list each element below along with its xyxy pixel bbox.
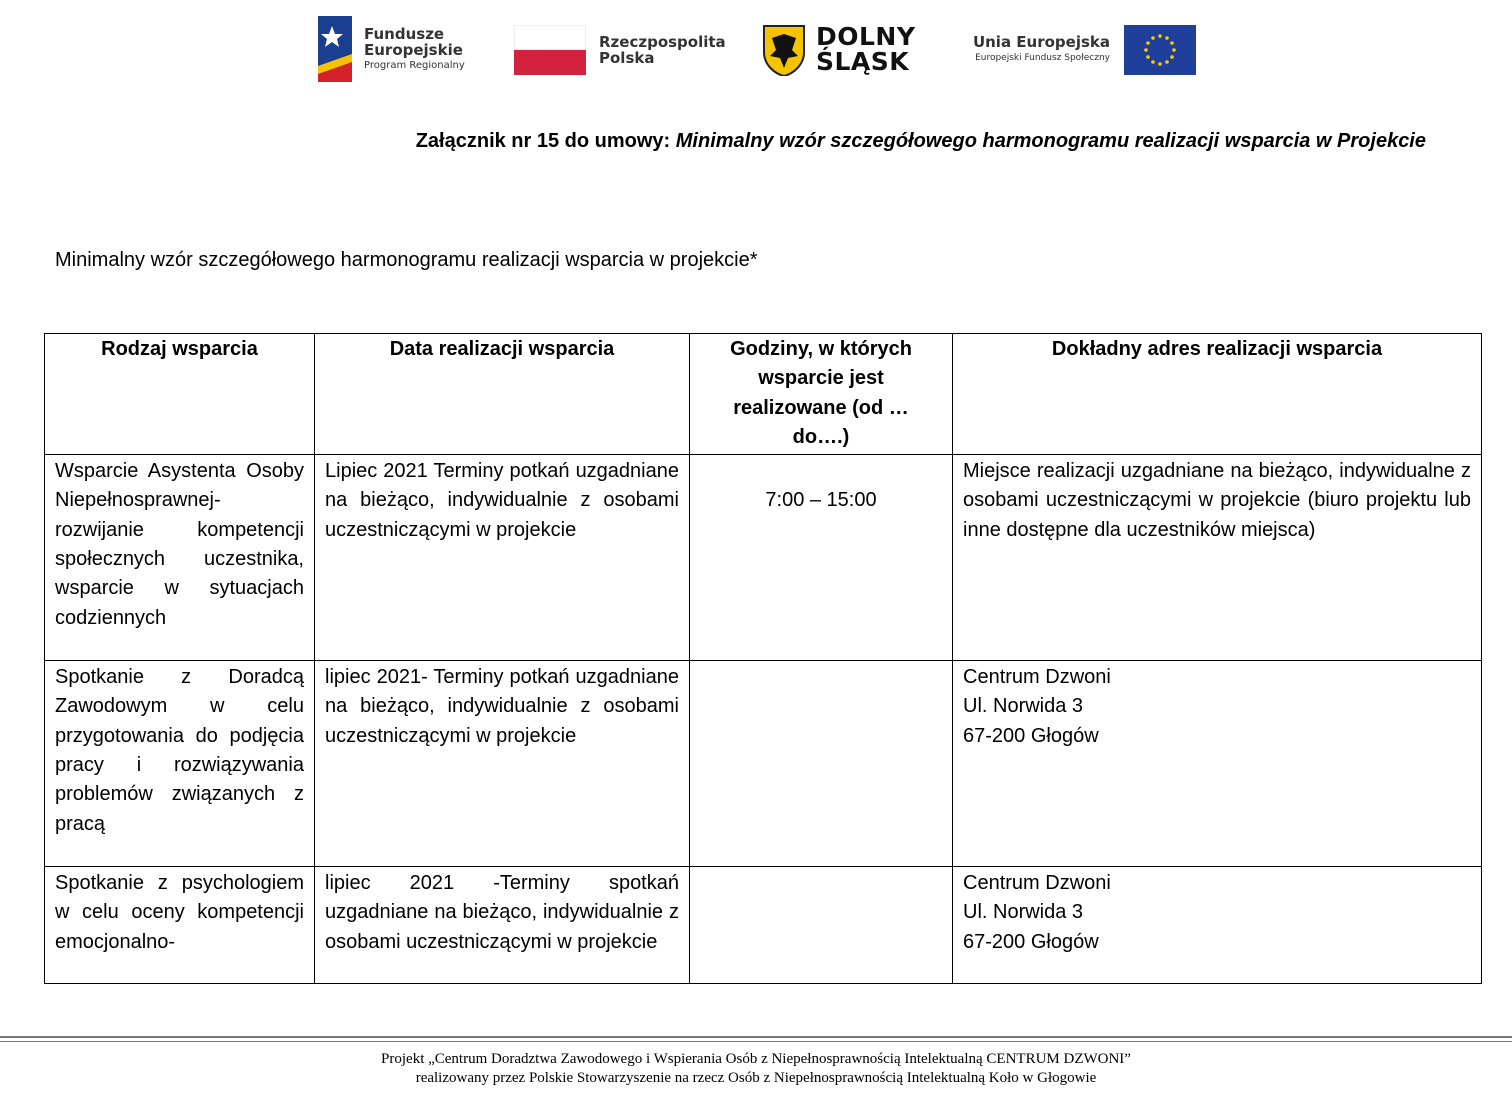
support-type-cell: Wsparcie Asystenta Osoby Niepełnosprawnej- rozwijanie kompetencji społecznych uczestnika, wsparcie w sytuacjach codziennych [45,455,315,661]
ue-line2: Europejski Fundusz Społeczny [975,53,1110,63]
support-hours-cell [690,661,953,867]
support-address-cell [953,661,1482,867]
annex-title: Minimalny wzór szczegółowego harmonogramu realizacji wsparcia w Projekcie [675,130,1426,152]
footer [0,1050,1512,1088]
table-row [45,455,1482,661]
support-type-cell: Spotkanie z psychologiem w celu oceny kompetencji emocjonalno- [45,867,315,984]
support-address-cell [953,867,1482,984]
eu-flag-icon [1124,25,1196,75]
address-line: Ul. Norwida 3 [963,695,1084,718]
address-line: Ul. Norwida 3 [963,901,1084,924]
ue-line1: Unia Europejska [972,33,1110,51]
ds-line1: DOLNY [816,22,916,51]
support-date-cell: lipiec 2021- Terminy potkań uzgadniane na bieżąco, indywidualnie z osobami uczestniczącymi w projekcie [315,661,690,867]
logo-strip [0,14,1512,86]
header-cell: Godziny, w których wsparcie jest realizowane (od … do….) [690,334,953,455]
support-hours-cell [690,455,953,661]
document-subtitle: Minimalny wzór szczegółowego harmonogramu realizacji wsparcia w projekcie* [55,249,758,271]
address-line: 67-200 Głogów [963,930,1099,953]
address-line: 67-200 Głogów [963,724,1099,747]
polish-flag-icon [514,25,586,75]
fe-emblem-icon [318,16,354,84]
header-cell: Rodzaj wsparcia [45,334,315,455]
annex-heading [416,130,1426,153]
rzeczpospolita-polska-logo [514,14,724,86]
annex-prefix: Załącznik nr 15 do umowy: [415,130,676,152]
table-row [45,661,1482,867]
support-date-cell: lipiec 2021 -Terminy spotkań uzgadniane na bieżąco, indywidualnie z osobami uczestniczącymi w projekcie [315,867,690,984]
ds-line2: ŚLĄSK [816,47,910,76]
fundusze-europejskie-logo [318,14,478,86]
fe-line2: Europejskie [364,41,463,59]
footer-divider [0,1041,1512,1042]
address-line: Centrum Dzwoni [963,872,1111,895]
unia-europejska-logo [958,14,1198,86]
header-cell: Dokładny adres realizacji wsparcia [953,334,1482,455]
footer-line2: realizowany przez Polskie Stowarzyszenie na rzecz Osób z Niepełnosprawnością Intelektualną Koło w Głogowie [415,1070,1097,1086]
support-type-cell: Spotkanie z Doradcą Zawodowym w celu przygotowania do podjęcia pracy i rozwiązywania problemów związanych z pracą [45,661,315,867]
rp-line1: Rzeczpospolita [599,33,726,51]
header-cell: Data realizacji wsparcia [315,334,690,455]
support-address-cell: Miejsce realizacji uzgadniane na bieżąco, indywidualne z osobami uczestniczącymi w projekcie (biuro projektu lub inne dostępne dla uczestników miejsca) [953,455,1482,661]
schedule-table [44,333,1482,984]
fe-line1: Fundusze [364,25,445,43]
support-date-cell: Lipiec 2021 Terminy potkań uzgadniane na bieżąco, indywidualnie z osobami uczestniczącymi w projekcie [315,455,690,661]
hours-text: 7:00 – 15:00 [765,489,877,512]
eagle-crest-icon [762,24,806,76]
footer-divider [0,1036,1512,1038]
dolny-slask-logo [762,14,922,86]
footer-line1: Projekt „Centrum Doradztwa Zawodowego i Wspierania Osób z Niepełnosprawnością Intelektualną CENTRUM DZWONI” [381,1051,1131,1067]
support-hours-cell [690,867,953,984]
table-header-row [45,334,1482,455]
fe-line3: Program Regionalny [364,60,465,71]
address-line: Centrum Dzwoni [963,666,1111,689]
table-row [45,867,1482,984]
rp-line2: Polska [599,49,655,67]
